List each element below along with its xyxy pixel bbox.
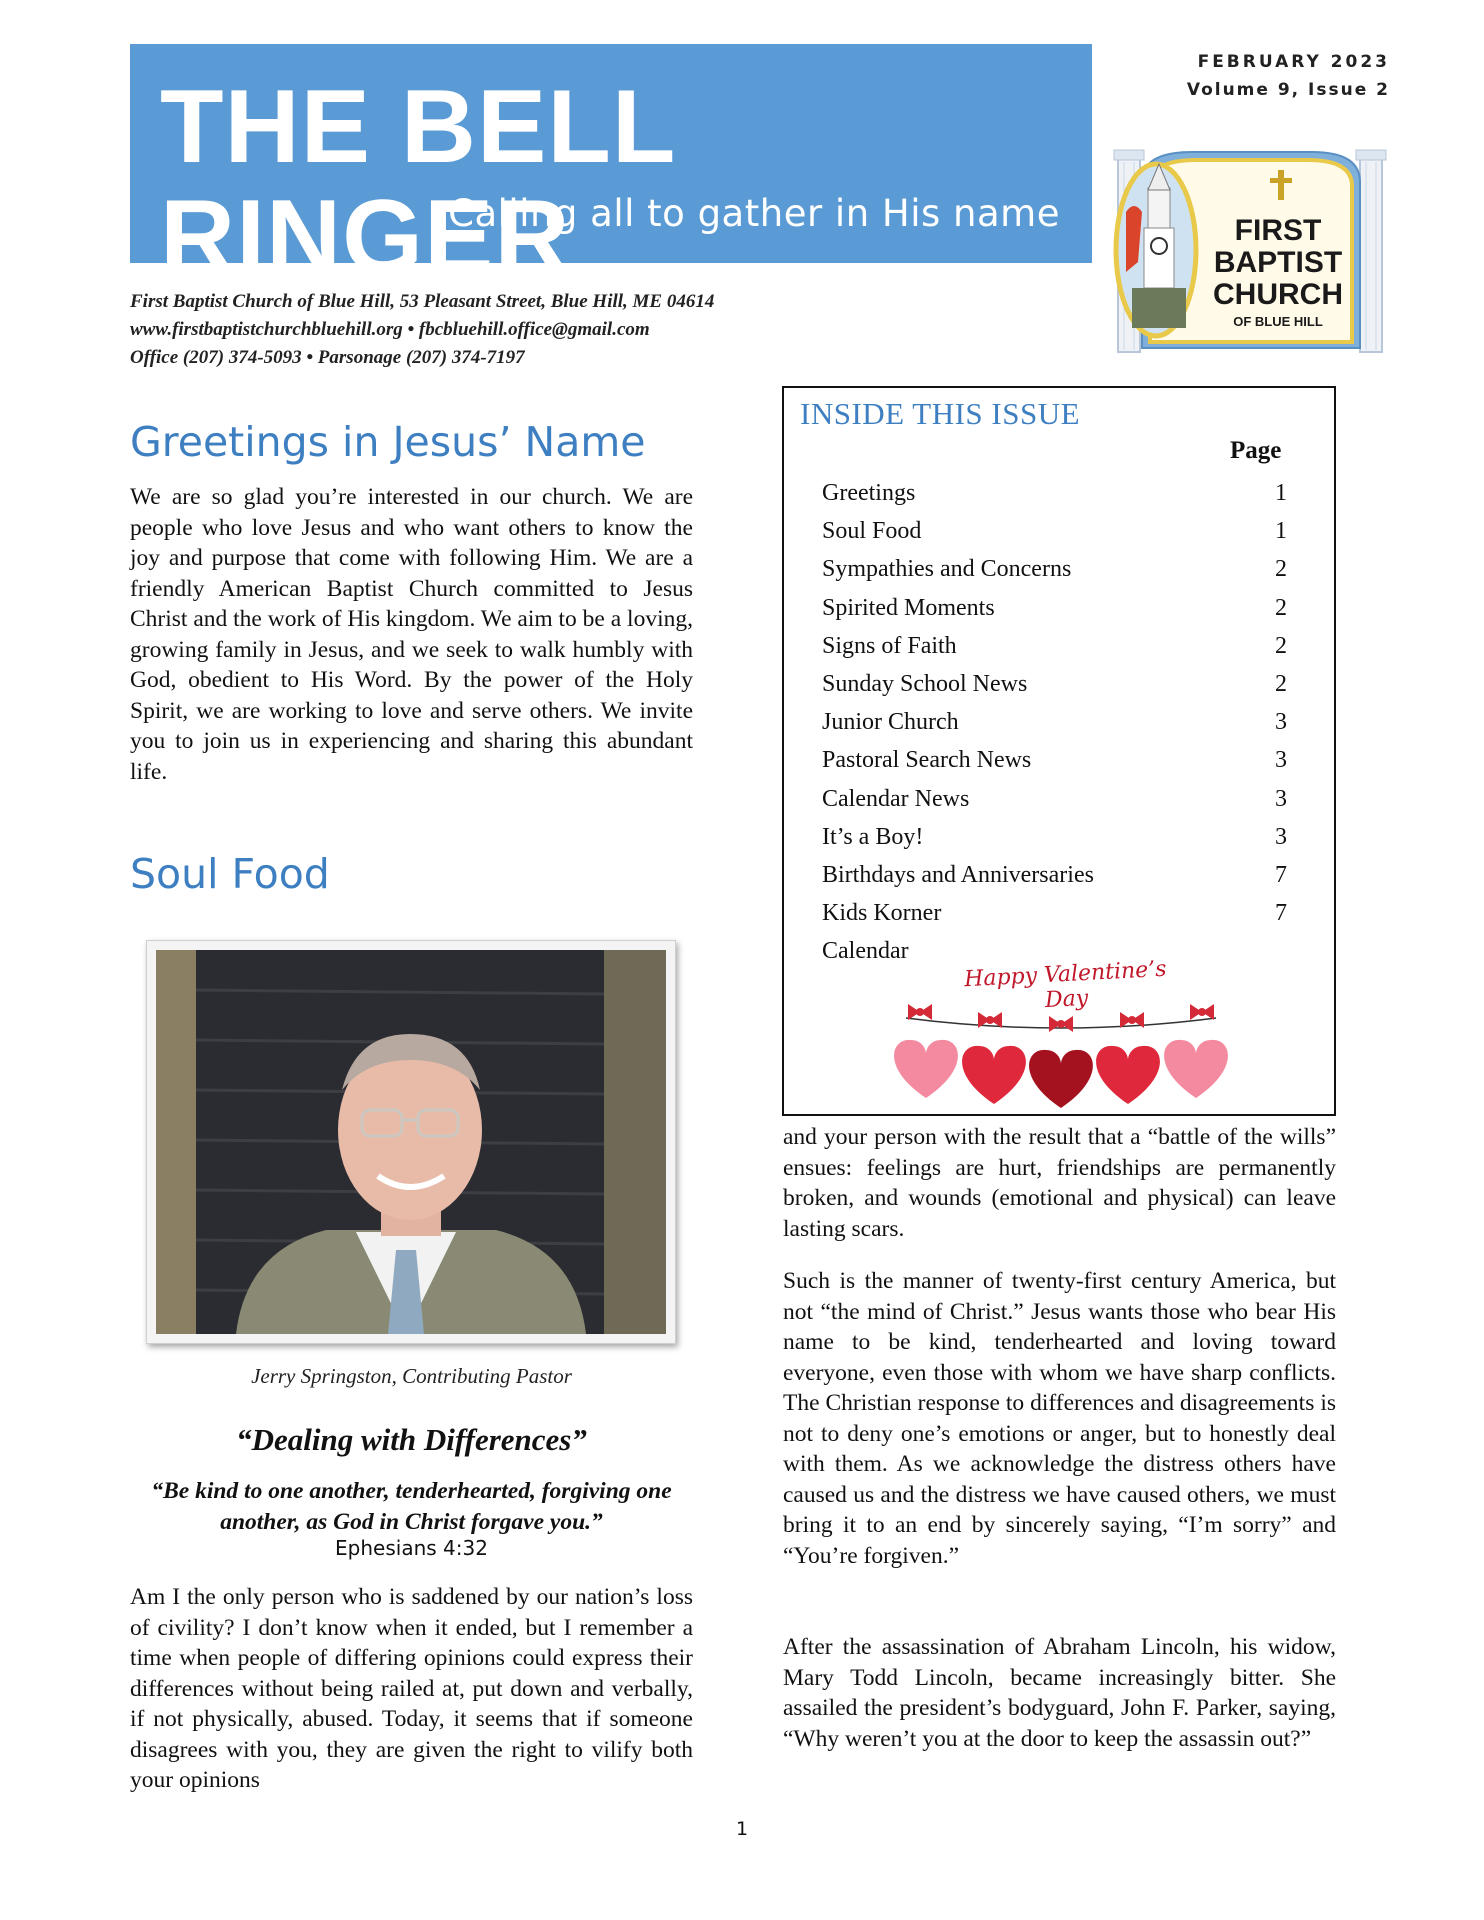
soul-food-heading: Soul Food bbox=[130, 850, 330, 898]
logo-text-location: OF BLUE HILL bbox=[1233, 314, 1323, 329]
logo-text-first: FIRST bbox=[1234, 214, 1322, 247]
article-paragraph-1: Am I the only person who is saddened by our nation’s loss of civility? I don’t know when it ended, but I remember a time when people of differing opinions could express their differences without being railed at, put down and verbally, if not physically, abused. Today, it seems that if someone disagrees with you, they are given the right to vilify both your opinions bbox=[130, 1584, 693, 1793]
valentine-graphic bbox=[886, 958, 1236, 1108]
page-number: 1 bbox=[735, 1818, 749, 1840]
article-paragraph-3: After the assassination of Abraham Lincoln, his widow, Mary Todd Lincoln, became increasingly bitter. She assailed the president’s bodyguard, John F. Parker, saying, “Why weren’t you at the door to keep the assassin out?” bbox=[783, 1634, 1336, 1752]
toc-item: Birthdays and Anniversaries 7 bbox=[822, 861, 1287, 888]
valentine-text: Happy Valentine’s Day bbox=[963, 956, 1168, 1014]
church-logo bbox=[1112, 142, 1388, 364]
newsletter-title: THE BELL RINGER bbox=[160, 69, 675, 295]
church-address-block bbox=[130, 288, 930, 372]
article-title: “Dealing with Differences” bbox=[236, 1422, 587, 1457]
toc-title: INSIDE THIS ISSUE bbox=[800, 396, 1081, 431]
toc-item: Junior Church 3 bbox=[822, 709, 1287, 736]
pastor-photo bbox=[146, 940, 676, 1344]
issue-volume: Volume 9, Issue 2 bbox=[1186, 80, 1390, 100]
logo-text-baptist: BAPTIST bbox=[1213, 246, 1343, 279]
toc-item: Sunday School News 2 bbox=[822, 670, 1287, 697]
logo-text-church: CHURCH bbox=[1213, 278, 1343, 311]
church-phones: Office (207) 374-5093 • Parsonage (207) 374-7197 bbox=[130, 347, 525, 368]
greetings-heading: Greetings in Jesus’ Name bbox=[130, 418, 646, 466]
newsletter-tagline: Calling all to gather in His name bbox=[448, 192, 1060, 235]
toc-item: Greetings 1 bbox=[822, 480, 1287, 506]
toc-item: Calendar bbox=[822, 938, 909, 965]
toc-item: Sympathies and Concerns 2 bbox=[822, 556, 1287, 583]
issue-date: FEBRUARY 2023 bbox=[1197, 52, 1390, 72]
toc-item: Soul Food 1 bbox=[822, 518, 1287, 545]
toc-item: Signs of Faith 2 bbox=[822, 632, 1287, 659]
toc-list bbox=[822, 474, 1292, 970]
greetings-paragraph: We are so glad you’re interested in our church. We are people who love Jesus and who want others to know the joy and purpose that come with following Him. We are a friendly American Baptist Church committed to Jesus Christ and the work of His kingdom. We aim to be a loving, growing family in Jesus, and we seek to walk humbly with God, obedient to His Word. By the power of the Holy Spirit, we are working to love and serve others. We invite you to join us in experiencing and sharing this abundant life. bbox=[130, 484, 693, 785]
church-address: First Baptist Church of Blue Hill, 53 Pleasant Street, Blue Hill, ME 04614 bbox=[130, 291, 715, 312]
toc-item: Kids Korner 7 bbox=[822, 900, 1287, 927]
masthead-banner bbox=[130, 44, 1092, 295]
toc-page-header: Page bbox=[1230, 437, 1282, 464]
photo-caption: Jerry Springston, Contributing Pastor bbox=[251, 1364, 572, 1388]
church-web-email: www.firstbaptistchurchbluehill.org • fbcbluehill.office@gmail.com bbox=[130, 319, 650, 340]
scripture-reference: Ephesians 4:32 bbox=[335, 1536, 488, 1560]
toc-item: Pastoral Search News 3 bbox=[822, 747, 1287, 774]
pastor-photo-image bbox=[156, 950, 666, 1334]
toc-item: It’s a Boy! 3 bbox=[822, 823, 1287, 850]
toc-item: Calendar News 3 bbox=[822, 785, 1287, 812]
toc-item: Spirited Moments 2 bbox=[822, 594, 1287, 621]
article-paragraph-1-continued: and your person with the result that a “battle of the wills” ensues: feelings are hurt, friendships are permanently broken, and wounds (emotional and physical) can leave lasting scars. bbox=[783, 1124, 1336, 1242]
scripture-quote: “Be kind to one another, tenderhearted, forgiving one another, as God in Christ forgave you.” bbox=[151, 1478, 672, 1535]
article-paragraph-2: Such is the manner of twenty-first century America, but not “the mind of Christ.” Jesus wants those who bear His name to be kind, tenderhearted and loving toward everyone, even those with whom we have sharp conflicts. The Christian response to differences and disagreements is not to deny one’s emotions or anger, but to honestly deal with them. As we acknowledge the distress others have caused us and the distress we have caused others, we must bring it to an end by sincerely saying, “I’m sorry” and “You’re forgiven.” bbox=[783, 1268, 1336, 1569]
